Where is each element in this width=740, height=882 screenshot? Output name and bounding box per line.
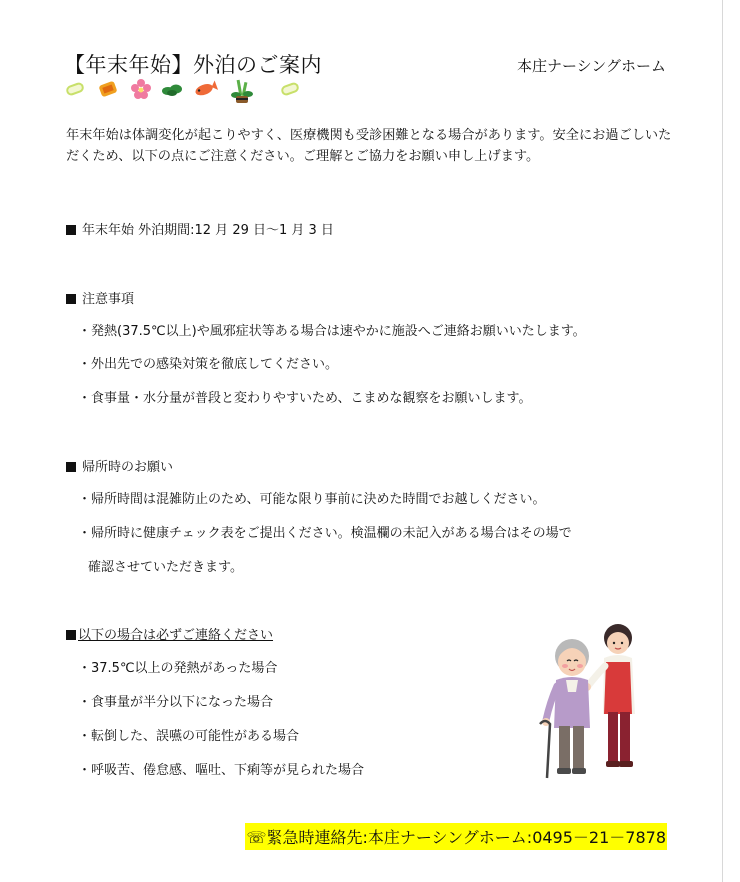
- section-heading-return: [66, 456, 173, 475]
- page-edge-line: [722, 0, 723, 882]
- list-item: ・帰所時間は混雑防止のため、可能な限り事前に決めた時間でお越しください。: [78, 492, 546, 507]
- period-line: [66, 219, 334, 238]
- list-item: ・発熱(37.5℃以上)や風邪症状等ある場合は速やかに施設へご連絡お願いいたします。: [78, 324, 586, 339]
- return-heading: 帰所時のお願い: [82, 460, 174, 475]
- plum-flower-icon: [130, 78, 152, 100]
- kamaboko-icon: [64, 78, 86, 100]
- list-item: ・呼吸苦、倦怠感、嘔吐、下痢等が見られた場合: [78, 763, 365, 778]
- section-heading-notes: [66, 288, 134, 307]
- list-item: ・食事量・水分量が普段と変わりやすいため、こまめな観察をお願いします。: [78, 391, 532, 406]
- section-heading-contact: [66, 624, 273, 643]
- caregiver-with-elderly-woman-icon: [532, 616, 662, 786]
- fish-icon: [194, 78, 218, 100]
- contact-heading: 以下の場合は必ずご連絡ください: [78, 628, 274, 643]
- kadomatsu-icon: [230, 78, 254, 104]
- bullet-square-icon: [66, 294, 76, 304]
- bullet-square-icon: [66, 630, 76, 640]
- bullet-square-icon: [66, 225, 76, 235]
- pine-icon: [161, 78, 183, 100]
- notes-heading: 注意事項: [82, 292, 135, 307]
- datemaki-icon: [97, 78, 119, 100]
- list-item: ・37.5℃以上の発熱があった場合: [78, 661, 278, 676]
- kamaboko-icon: [279, 78, 301, 100]
- decoration-row: [64, 78, 314, 106]
- organization-name: 本庄ナーシングホーム: [516, 57, 666, 75]
- emergency-contact: ☏緊急時連絡先:本庄ナーシングホーム:0495－21－7878: [245, 823, 667, 850]
- list-item: 確認させていただきます。: [88, 560, 243, 575]
- bullet-square-icon: [66, 462, 76, 472]
- page-title: 【年末年始】外泊のご案内: [64, 53, 322, 77]
- list-item: ・転倒した、誤嚥の可能性がある場合: [78, 729, 300, 744]
- list-item: ・帰所時に健康チェック表をご提出ください。検温欄の未記入がある場合はその場で: [78, 526, 572, 541]
- list-item: ・食事量が半分以下になった場合: [78, 695, 274, 710]
- period-text: 年末年始 外泊期間:12 月 29 日～1 月 3 日: [82, 223, 334, 238]
- list-item: ・外出先での感染対策を徹底してください。: [78, 357, 339, 372]
- intro-paragraph: 年末年始は体調変化が起こりやすく、医療機関も受診困難となる場合があります。安全にお過ごしいただくため、以下の点にご注意ください。ご理解とご協力をお願い申し上げます。: [66, 128, 672, 164]
